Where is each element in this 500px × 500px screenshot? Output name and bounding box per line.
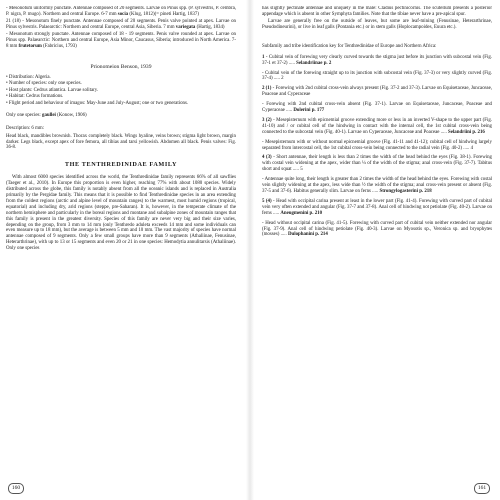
key-entry-frutetorum: - Mesonotum strongly punctate. Antennae composed of 18 - 19 segments. Penis valve rounded at apex. Larvae on Pinus spp. Palaearctic: Northern and central Europe, Asia Minor, Caucasus, Siberia; introduced in North America. 7-8 mm frutetorum (Fabricius, 1793) — [6, 32, 236, 50]
bullet-habitat: • Habitat: Cedrus formations. — [6, 94, 64, 100]
left-top-block — [6, 6, 236, 50]
intro-paragraph-2: Larvae are generally free on the outside of leaves, but some are leaf-mining (Fenusinae, Heterarthrinae, Pseudodineurini), or live in leaf galls (Pontania etc.) or in stem galls (Hoplocampoides, Euura etc.). — [262, 19, 492, 31]
family-heading: THE TENTHREDINIDAE FAMILY — [64, 161, 178, 169]
key-couplet-3b: - Mesepisternum with or without normal epicnemial groove (Fig. 41-11 and 41-12); cubital cell of hindwing largely separated from intercostal cell, the 1st cubital cross-vein being connected to the radial vein (Fig. 40-2) ..... 4 — [262, 139, 492, 151]
key-couplet-2a: 2 (1) - Forewing with 2nd cubital cross-vein always present (Fig. 37-2 and 37-3). Larvae on Equisetaceae, Juncaceae, Poaceae and Cyperaceae — [262, 86, 492, 98]
key-couplet-3a: 3 (2) - Mesepisternum with epicnemial groove extending more or less in an inverted V-shape to the upper part (Fig. 41-10) and / or cubital cell of the hindwing in contact with the internal cell, the 1st cubital cross-vein being connected to the subcostal vein (Fig. 40-1). Larvae on Cyperaceae, Juncaceae and Poaceae ..... Selandriini p. 216 — [262, 117, 492, 135]
description-text: Head black, mandibles brownish. Thorax completely black. Wings hyaline, veins brown; stigma light brown, margin darker. Legs black, except apex of fore femora, all tibias and tarsi yellowish. Abdomen all black. Penis valves: Fig. 36-8. — [6, 133, 236, 151]
key-couplet-4b: - Antennae quite long, their length is greater than 2 times the width of the head behind the eyes. Forewing with costal vein slightly widening at the apex, less wide than ½ the width of the stigma; anal cross-vein present or absent (Fig. 37-5 and 37-6). Habitus generally slim. Larvae on ferns ..... Strongylogasterini p. 218 — [262, 177, 492, 195]
description-title: Description: 6 mm: — [6, 126, 45, 132]
right-page — [262, 6, 492, 494]
right-intro-block — [262, 6, 492, 31]
family-paragraph: With almost 6000 species identified across the world, the Tenthredinidae family represents 66% of all sawflies (Taeger et al., 2010). In Europe this proportion is even higher, reaching 77% with about 1080 species. Widely distributed across the globe, this family is notably absent from all the oceanic islands and is replaced in Australia primarily by the Pergidae family. This means that it is possible to find Tenthredinidae species in an area extending from the coldest regions (arctic and alpine level of mountain ranges) to the warmest, most humid regions (tropical, equatorial) and including dry, arid regions (steppe, pre-Saharan). It is, however, in the temperate climate of the northern hemisphere and particularly in the boreal regions and montane and subalpine zones of mountain ranges that this family is present in the greatest diversity. Species of this family are never very big and their size varies, depending on the group, from 3 mm to 14 mm (only Tenthredo aduleta exceeds 14 mm and some individuals can even measure up to 18 mm), but the average is between 5 mm and 10 mm. The vast majority of species have normal antennae composed of 9 segments. Only a few small groups have more than 9 segments (Athaliinae, Fenusinae, Heterarthrinae), with up to 13 or 15 segments and even 20 or 21 in one species: Hemodytia annulitarsis (Athaliinae). Only one species — [6, 175, 236, 252]
bullet-distribution: • Distribution: Algeria. — [6, 74, 51, 80]
genus-bullets — [6, 75, 236, 107]
only-species-line: Only one species: gaullei (Konow, 1906) — [6, 113, 87, 119]
identification-key — [262, 55, 492, 239]
key-couplet-1b: - Cubital vein of the forewing straight up to its junction with subcostal vein (Fig. 37-3) or very slightly curved (Fig. 37-4) ..... 2 — [262, 70, 492, 82]
description-block — [6, 126, 236, 151]
genus-heading: Prionomeion Benson, 1939 — [90, 63, 152, 70]
page-number-right: 161 — [474, 483, 490, 494]
key-heading: Subfamily and tribe identification key for Tenthredinidae of Europe and Northern Africa: — [262, 44, 437, 50]
family-text-block — [6, 175, 236, 252]
book-gutter — [246, 0, 254, 500]
key-couplet-2b: - Forewing with 2nd cubital cross-vein absent (Fig. 37-1). Larvae on Equisetaceae, Juncaceae, Poaceae and Cyperaceae ..... Dolerini p. 177 — [262, 102, 492, 114]
page-number-left: 160 — [8, 483, 24, 494]
key-couplet-5a: 5 (4) - Head with occipital carina present at least in the lower part (Fig. 41-4). Forewing with curved part of cubital vein very often extended and angular (Fig. 37-7 and 37-8). Anal cell of hindwing not petiolate (Fig. 40-2). Larvae on ferns ..... Aneugmenini p. 210 — [262, 198, 492, 216]
bullet-flight-period: • Flight period and behaviour of imagos: May-June and July-August; one or two generations. — [6, 100, 189, 106]
left-page — [6, 6, 236, 494]
key-couplet-1a: 1 - Cubital vein of forewing very clearly curved towards the stigma just before its junction with subcostal vein (Fig. 37-1 et 37-2) ..... Selandriinae p. 2 — [262, 54, 492, 66]
key-couplet-5b: - Head without occipital carina (Fig. 41-5). Forewing with curved part of cubital vein neither extended nor angular (Fig. 37-9). Anal cell of hindwing petiolate (Fig. 40-3). Larvae on Myosotis sp., Veronica sp. and bryophytes (mosses) ..... Dulophanini p. 214 — [262, 220, 492, 238]
bullet-number-species: • Number of species: only one species. — [6, 81, 82, 87]
intro-paragraph: has slightly pectinate antennae and uniquely in the male: Cladius pectinicornis. The scutellum presents a posterior appendage which is absent in other Symphyta families. Note that the tibiae never have a pre-apical spur. — [262, 6, 492, 17]
key-entry-variegata: 21 (18) - Mesonotum finely punctate. Antennae composed of 20 segments. Penis valve pointed at apex. Larvae on Pinus sylvestris. Palaearctic: Northern and central Europe, central Asia, Siberia. 7 mm variegata (Hartig, 1834) — [6, 19, 236, 31]
bullet-host-plants: • Host plants: Cedrus atlantica. Larvae solitary. — [6, 87, 99, 93]
key-entry-socia: - Mesonotum uniformly punctate. Antennae composed of 20 segments. Larvae on Pinus spp. (P. sylvestris, P. cembra, P. nigra, P. mugo). Northern and central Europe. 6-7 mm socia (Klug, 1812)(= pineti Hartig, 1837) — [6, 6, 236, 17]
key-couplet-4a: 4 (3) - Short antennae, their length is less than 2 times the width of the head behind the eyes (Fig. 38-1). Forewing with costal vein widening at the apex, wider than ¼ of the width of the stigma; anal cross-vein (Fig. 37-7). Tabitus short and squat ..... 5 — [262, 155, 492, 173]
